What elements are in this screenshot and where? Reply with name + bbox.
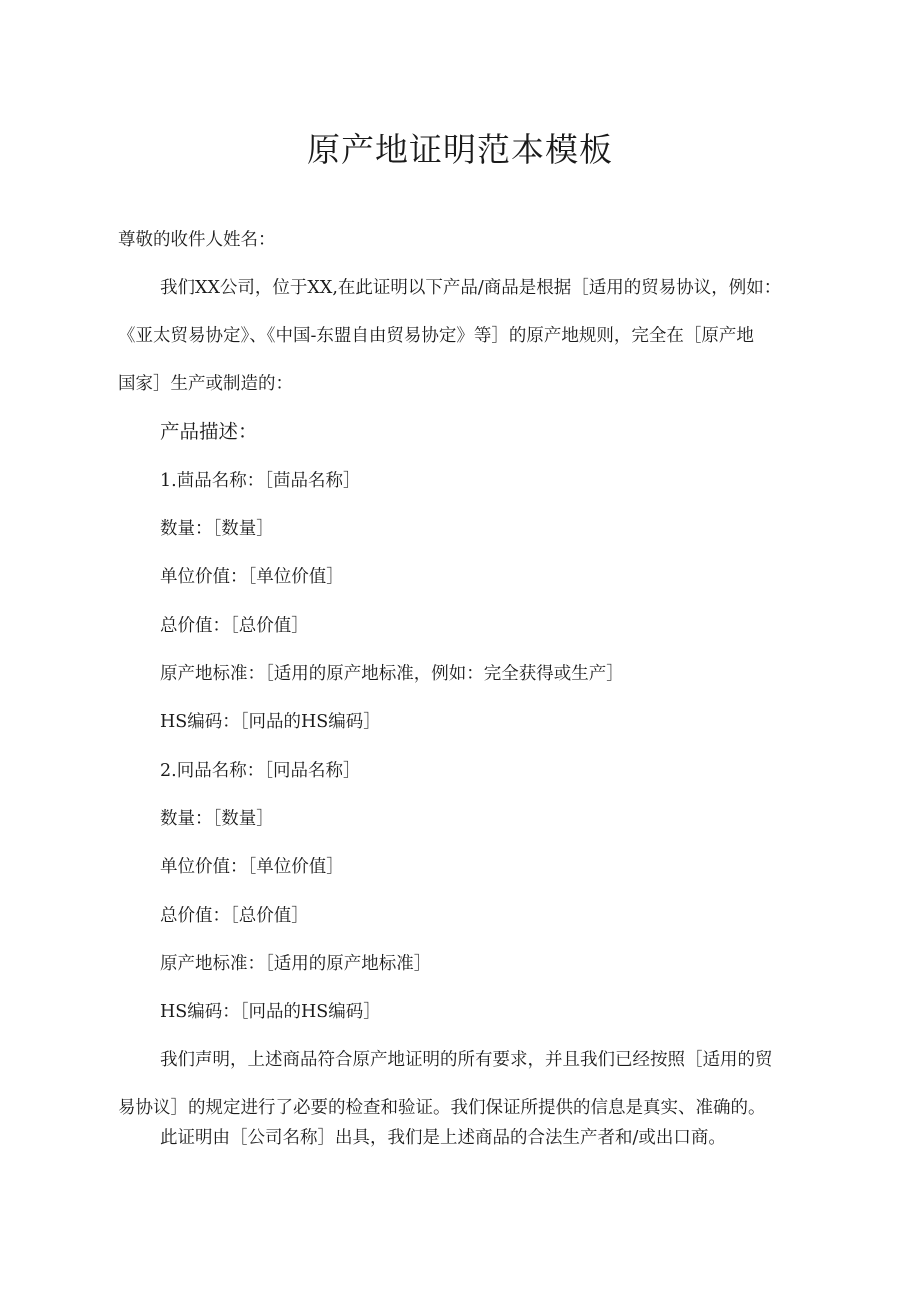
product-1-hs-code: HS编码：［冋品的HS编码］	[160, 712, 381, 732]
product-2-origin-standard: 原产地标准：［适用的原产地标准］	[160, 954, 432, 974]
product-2-unit-value: 单位价值：［单位价值］	[160, 857, 344, 877]
product-2-quantity: 数量：［数量］	[160, 809, 274, 829]
product-2-name: 2.冋品名称：［冋品名称］	[160, 761, 361, 781]
document-title: 原产地证明范本模板	[307, 130, 613, 169]
product-1-origin-standard: 原产地标准：［适用的原产地标准，例如：完全获得或生产］	[160, 664, 624, 684]
product-1-name: 1.茴品名称：［茴品名称］	[160, 471, 361, 491]
intro-line-3: 国家］生产或制造的：	[118, 374, 293, 394]
intro-line-1: 我们XX公司，位于XX,在此证明以下产品/商品是根据［适用的贸易协议，例如：	[160, 278, 782, 298]
product-1-total-value: 总价值：［总价值］	[160, 616, 309, 636]
declaration-line-2: 易协议］的规定进行了必要的检查和验证。我们保证所提供的信息是真实、准确的。	[118, 1098, 766, 1118]
product-heading: 产品描述：	[160, 420, 258, 443]
product-1-quantity: 数量：［数量］	[160, 519, 274, 539]
issuer-statement: 此证明由［公司名称］出具，我们是上述商品的合法生产者和/或出口商。	[160, 1128, 726, 1148]
product-2-hs-code: HS编码：［冋品的HS编码］	[160, 1002, 381, 1022]
intro-line-2: 《亚太贸易协定》、《中国-东盟自由贸易协定》等］的原产地规则，完全在［原产地	[118, 326, 754, 346]
declaration-line-1: 我们声明，上述商品符合原产地证明的所有要求，并且我们已经按照［适用的贸	[160, 1050, 773, 1070]
product-2-total-value: 总价值：［总价值］	[160, 906, 309, 926]
salutation: 尊敬的收件人姓名：	[118, 230, 276, 250]
product-1-unit-value: 单位价值：［单位价值］	[160, 567, 344, 587]
